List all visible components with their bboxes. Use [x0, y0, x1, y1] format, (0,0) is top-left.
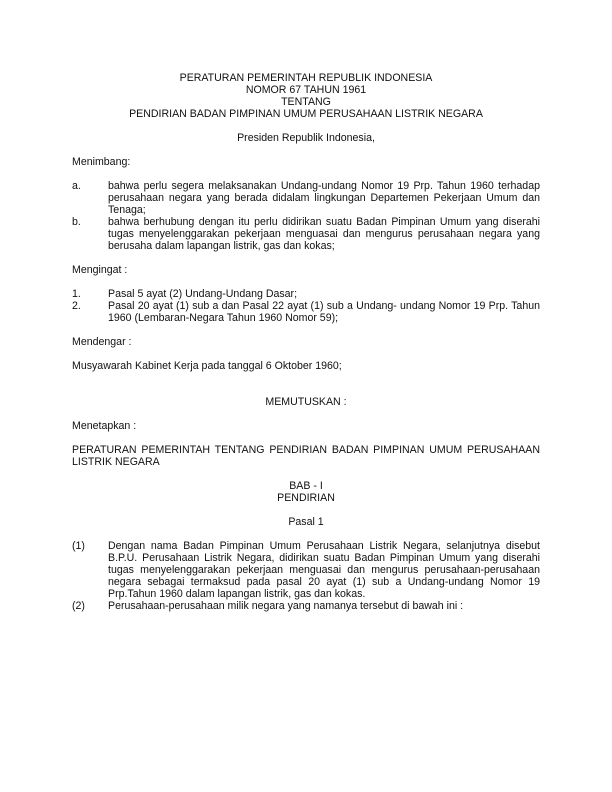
- list-marker: 1.: [72, 288, 81, 300]
- list-marker: (1): [72, 540, 85, 552]
- menetapkan-label: Menetapkan :: [72, 420, 137, 432]
- document-page: [72, 72, 540, 612]
- list-text: Pasal 20 ayat (1) sub a dan Pasal 22 ayat (1) sub a Undang- undang Nomor 19 Prp. Tahun 1960 (Lembaran-Negara Tahun 1960 Nomor 59);: [108, 300, 540, 324]
- mengingat-item-2: [72, 300, 540, 324]
- menetapkan-text: PERATURAN PEMERINTAH TENTANG PENDIRIAN BADAN PIMPINAN UMUM PERUSAHAAN LISTRIK NEGARA: [72, 444, 540, 468]
- president-line: Presiden Republik Indonesia,: [237, 132, 375, 144]
- mendengar-label: Mendengar :: [72, 336, 132, 348]
- mendengar-text: Musyawarah Kabinet Kerja pada tanggal 6 Oktober 1960;: [72, 360, 342, 372]
- menimbang-item-a: [72, 180, 540, 216]
- menimbang-item-b: [72, 216, 540, 252]
- list-marker: a.: [72, 180, 81, 192]
- list-text: Dengan nama Badan Pimpinan Umum Perusahaan Listrik Negara, selanjutnya disebut B.P.U. Perusahaan Listrik Negara, didirikan suatu Badan Pimpinan Umum yang diserahi tugas menyelenggarakan pekerjaan menguasai dan mengurus perusahaan-perusahaan negara sebagai termaksud pada pasal 20 ayat (1) sub a Undang-undang Nomor 19 Prp.Tahun 1960 dalam lapangan listrik, gas dan kokas.: [108, 540, 540, 600]
- list-text: bahwa perlu segera melaksanakan Undang-undang Nomor 19 Prp. Tahun 1960 terhadap perusahaan negara yang berada didalam lingkungan Departemen Pekerjaan Umum dan Tenaga;: [108, 180, 540, 216]
- bab-number: BAB - I: [289, 480, 323, 492]
- list-marker: b.: [72, 216, 81, 228]
- list-text: bahwa berhubung dengan itu perlu didirikan suatu Badan Pimpinan Umum yang diserahi tugas menyelenggarakan pekerjaan menguasai dan mengurus perusahaan negara yang berusaha dalam lapangan listrik, gas dan kokas;: [108, 216, 540, 252]
- pasal-1-item-1: [72, 540, 540, 600]
- memutuskan-heading: MEMUTUSKAN :: [265, 396, 347, 408]
- pasal-1-item-2: [72, 600, 540, 612]
- list-text: Perusahaan-perusahaan milik negara yang namanya tersebut di bawah ini :: [108, 600, 464, 612]
- bab-title: PENDIRIAN: [277, 492, 335, 504]
- title-line-3: TENTANG: [281, 96, 331, 108]
- title-line-1: PERATURAN PEMERINTAH REPUBLIK INDONESIA: [179, 72, 433, 84]
- title-line-4: PENDIRIAN BADAN PIMPINAN UMUM PERUSAHAAN LISTRIK NEGARA: [129, 108, 483, 120]
- mengingat-label: Mengingat :: [72, 264, 128, 276]
- title-line-2: NOMOR 67 TAHUN 1961: [245, 84, 367, 96]
- list-marker: (2): [72, 600, 85, 612]
- mengingat-item-1: [72, 288, 540, 300]
- list-marker: 2.: [72, 300, 81, 312]
- pasal-1-title: Pasal 1: [288, 516, 324, 528]
- list-text: Pasal 5 ayat (2) Undang-Undang Dasar;: [108, 288, 298, 300]
- menimbang-label: Menimbang:: [72, 156, 131, 168]
